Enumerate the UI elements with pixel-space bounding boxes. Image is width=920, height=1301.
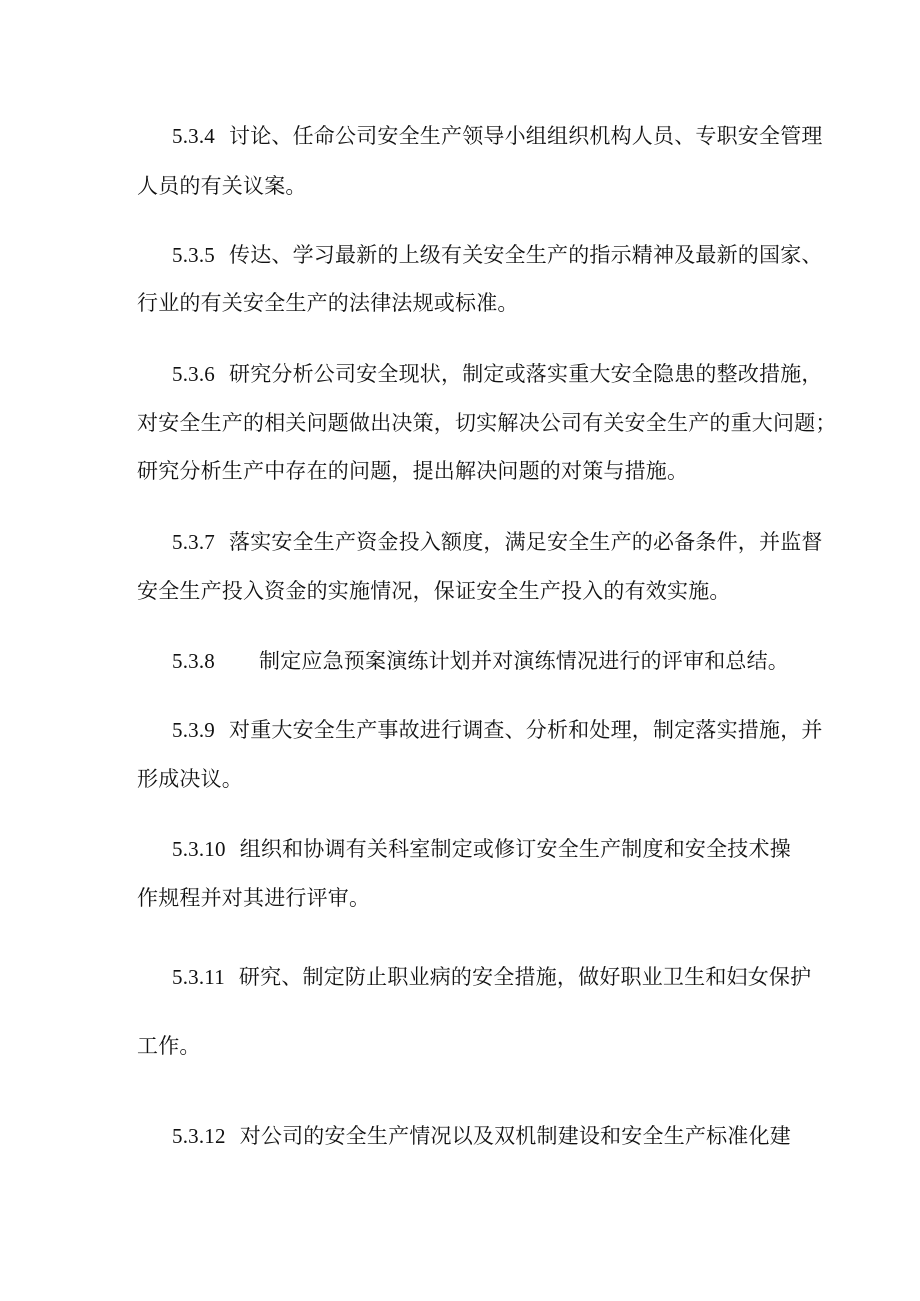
clause-number: 5.3.12 xyxy=(172,1124,226,1148)
clause-number: 5.3.11 xyxy=(172,965,225,989)
clause-text: 传达、学习最新的上级有关安全生产的指示精神及最新的国家、 xyxy=(229,243,823,267)
clause-text: 落实安全生产资金投入额度，满足安全生产的必备条件，并监督 xyxy=(229,530,823,554)
clause-5-3-4-line-2: 人员的有关议案。 xyxy=(137,174,307,198)
clause-5-3-7-line-2: 安全生产投入资金的实施情况，保证安全生产投入的有效实施。 xyxy=(137,579,731,603)
clause-number: 5.3.7 xyxy=(172,530,215,554)
clause-5-3-10-line-1 xyxy=(172,835,791,863)
clause-number: 5.3.5 xyxy=(172,243,215,267)
clause-5-3-8-line-1 xyxy=(172,647,789,675)
clause-number: 5.3.6 xyxy=(172,362,215,386)
clause-text: 对重大安全生产事故进行调查、分析和处理，制定落实措施，并 xyxy=(229,718,823,742)
clause-5-3-12-line-1 xyxy=(172,1122,791,1150)
clause-number: 5.3.10 xyxy=(172,837,226,861)
clause-number: 5.3.9 xyxy=(172,718,215,742)
clause-5-3-6-line-1 xyxy=(172,360,823,388)
clause-5-3-9-line-2: 形成决议。 xyxy=(137,767,243,791)
clause-5-3-4-line-1 xyxy=(172,122,823,150)
clause-5-3-10-line-2: 作规程并对其进行评审。 xyxy=(137,886,371,910)
clause-5-3-6-line-2: 对安全生产的相关问题做出决策，切实解决公司有关安全生产的重大问题； xyxy=(137,411,837,435)
clause-5-3-9-line-1 xyxy=(172,716,823,744)
clause-5-3-5-line-1 xyxy=(172,241,823,269)
clause-text: 对公司的安全生产情况以及双机制建设和安全生产标准化建 xyxy=(239,1124,791,1148)
clause-number: 5.3.4 xyxy=(172,124,215,148)
clause-5-3-7-line-1 xyxy=(172,528,823,556)
clause-5-3-6-line-3: 研究分析生产中存在的问题，提出解决问题的对策与措施。 xyxy=(137,459,689,483)
clause-number: 5.3.8 xyxy=(172,649,215,673)
clause-text: 研究、制定防止职业病的安全措施，做好职业卫生和妇女保护 xyxy=(238,965,812,989)
clause-text: 制定应急预案演练计划并对演练情况进行的评审和总结。 xyxy=(259,649,789,673)
clause-5-3-11-line-1 xyxy=(172,963,811,991)
clause-text: 研究分析公司安全现状，制定或落实重大安全隐患的整改措施， xyxy=(229,362,823,386)
clause-text: 讨论、任命公司安全生产领导小组组织机构人员、专职安全管理 xyxy=(229,124,823,148)
clause-5-3-5-line-2: 行业的有关安全生产的法律法规或标准。 xyxy=(137,291,519,315)
clause-5-3-11-line-2: 工作。 xyxy=(137,1034,201,1058)
clause-text: 组织和协调有关科室制定或修订安全生产制度和安全技术操 xyxy=(239,837,791,861)
